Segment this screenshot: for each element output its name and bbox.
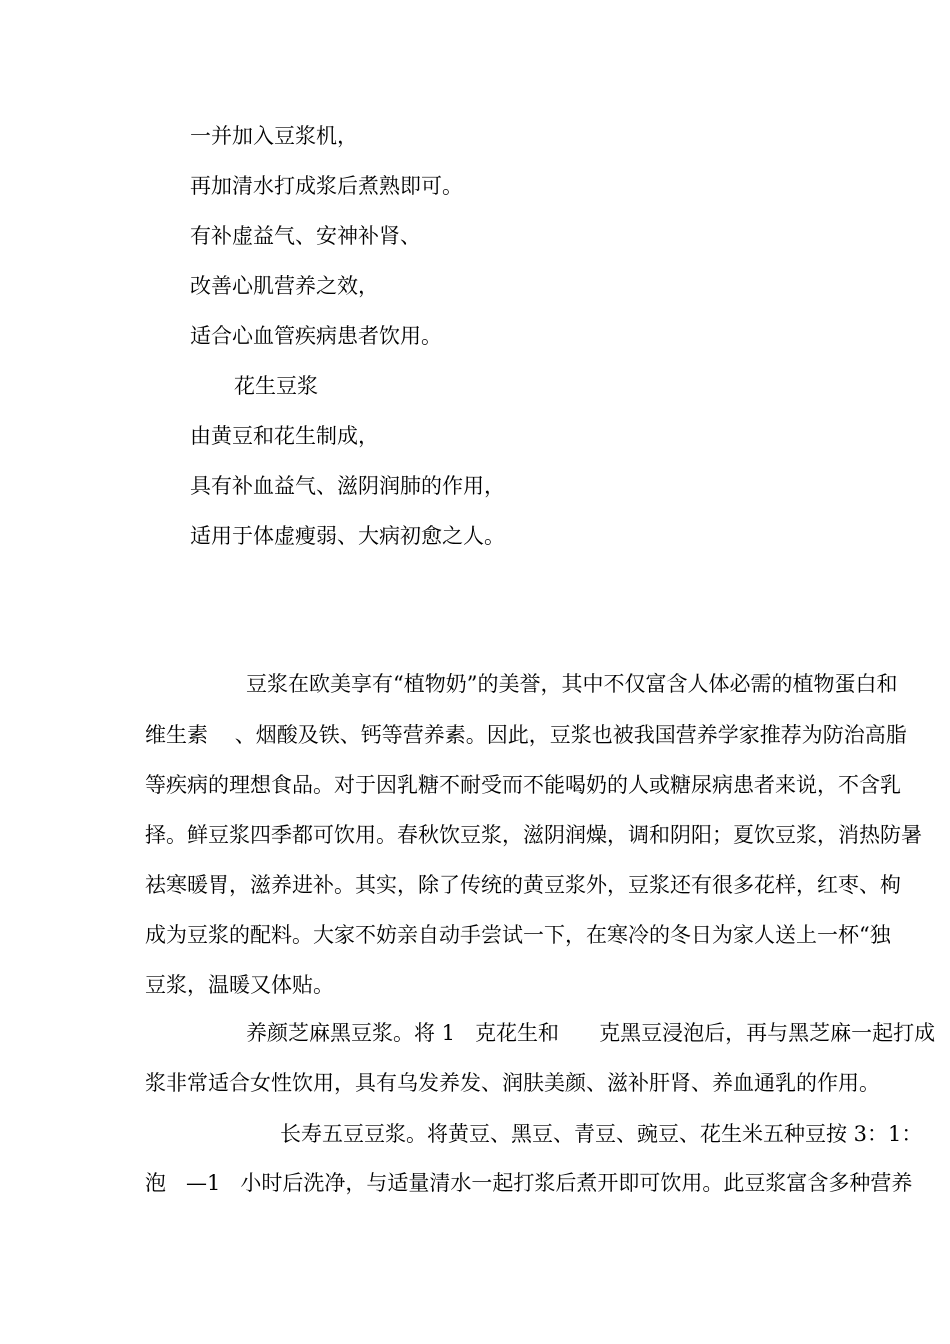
paragraph-line: 维生素 、烟酸及铁、钙等营养素。因此，豆浆也被我国营养学家推荐为防治高脂 [145, 723, 907, 747]
paragraph-line: 养颜芝麻黑豆浆。将 1 克花生和 克黑豆浸泡后，再与黑芝麻一起打成 [246, 1021, 936, 1045]
peanut-line: 具有补血益气、滋阴润肺的作用， [190, 474, 505, 498]
paragraph-line: 成为豆浆的配料。大家不妨亲自动手尝试一下，在寒冷的冬日为家人送上一杯“独 [145, 923, 891, 947]
section-heading: 花生豆浆 [234, 374, 318, 398]
paragraph-line: 等疾病的理想食品。对于因乳糖不耐受而不能喝奶的人或糖尿病患者来说，不含乳 [145, 773, 901, 797]
peanut-line: 适用于体虚瘦弱、大病初愈之人。 [190, 524, 505, 548]
paragraph-line: 豆浆，温暖又体贴。 [145, 973, 334, 997]
paragraph-line: 泡 —1 小时后洗净，与适量清水一起打浆后煮开即可饮用。此豆浆富含多种营养 [145, 1171, 913, 1195]
intro-line: 有补虚益气、安神补肾、 [190, 224, 421, 248]
paragraph-line: 长寿五豆豆浆。将黄豆、黑豆、青豆、豌豆、花生米五种豆按 3：1： [280, 1122, 923, 1146]
paragraph-line: 浆非常适合女性饮用，具有乌发养发、润肤美颜、滋补肝肾、养血通乳的作用。 [145, 1071, 880, 1095]
intro-line: 再加清水打成浆后煮熟即可。 [190, 174, 463, 198]
intro-line: 适合心血管疾病患者饮用。 [190, 324, 442, 348]
paragraph-line: 祛寒暖胃，滋养进补。其实，除了传统的黄豆浆外，豆浆还有很多花样，红枣、枸 [145, 873, 901, 897]
paragraph-line: 择。鲜豆浆四季都可饮用。春秋饮豆浆，滋阴润燥，调和阴阳；夏饮豆浆，消热防暑 [145, 823, 922, 847]
intro-line: 一并加入豆浆机， [190, 124, 358, 148]
intro-line: 改善心肌营养之效， [190, 274, 379, 298]
paragraph-line: 豆浆在欧美享有“植物奶”的美誉，其中不仅富含人体必需的植物蛋白和 [246, 672, 898, 696]
peanut-line: 由黄豆和花生制成， [190, 424, 379, 448]
